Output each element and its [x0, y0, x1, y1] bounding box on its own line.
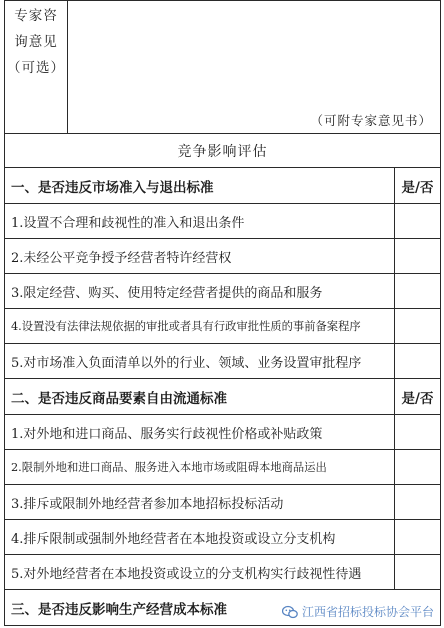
table-row: [5, 344, 441, 379]
criterion-text: 4.设置没有法律法规依据的审批或者具有行政审批性质的事前备案程序: [5, 309, 395, 344]
criterion-text: 2.未经公平竞争授予经营者特许经营权: [5, 239, 395, 274]
criterion-text: 1.设置不合理和歧视性的准入和退出条件: [5, 204, 395, 239]
yes-no-cell[interactable]: [395, 204, 441, 239]
table-row: [5, 309, 441, 344]
criterion-text: 1.对外地和进口商品、服务实行歧视性价格或补贴政策: [5, 415, 395, 450]
form-sheet: [4, 0, 440, 628]
yes-no-label: 是/否: [395, 168, 441, 204]
criterion-text: 4.排斥限制或强制外地经营者在本地投资或设立分支机构: [5, 520, 395, 555]
watermark: [282, 603, 434, 620]
yes-no-cell[interactable]: [395, 239, 441, 274]
yes-no-label: 是/否: [395, 379, 441, 415]
criterion-text: 3.限定经营、购买、使用特定经营者提供的商品和服务: [5, 274, 395, 309]
assessment-table: [4, 0, 441, 626]
expert-opinion-row: [5, 1, 441, 134]
criterion-text: 3.排斥或限制外地经营者参加本地招标投标活动: [5, 485, 395, 520]
table-row: [5, 555, 441, 590]
table-row: [5, 239, 441, 274]
table-row: [5, 520, 441, 555]
section-heading: 二、是否违反商品要素自由流通标准: [5, 379, 395, 415]
yes-no-cell[interactable]: [395, 485, 441, 520]
expert-opinion-note: （可附专家意见书）: [310, 113, 432, 128]
yes-no-cell[interactable]: [395, 415, 441, 450]
criterion-text: 5.对外地经营者在本地投资或设立的分支机构实行歧视性待遇: [5, 555, 395, 590]
section-heading: 一、是否违反市场准入与退出标准: [5, 168, 395, 204]
table-row: [5, 204, 441, 239]
table-row: [5, 415, 441, 450]
section-row: [5, 168, 441, 204]
expert-opinion-field[interactable]: [68, 1, 441, 133]
table-row: [5, 274, 441, 309]
table-title: 竞争影响评估: [5, 134, 441, 168]
title-row: [5, 134, 441, 168]
expert-label-line-1: 专家咨: [14, 8, 58, 24]
yes-no-cell[interactable]: [395, 344, 441, 379]
table-row: [5, 485, 441, 520]
watermark-text: 江西省招标投标协会平台: [301, 605, 434, 619]
criterion-text: 5.对市场准入负面清单以外的行业、领域、业务设置审批程序: [5, 344, 395, 379]
expert-label-line-2: 询意见: [14, 34, 58, 50]
yes-no-cell[interactable]: [395, 450, 441, 485]
section-row: [5, 379, 441, 415]
wechat-icon: [282, 605, 298, 619]
expert-opinion-label: [5, 1, 67, 81]
section-heading: 三、是否违反影响生产经营成本标准: [5, 590, 441, 626]
yes-no-cell[interactable]: [395, 555, 441, 590]
table-row: [5, 450, 441, 485]
criterion-text: 2.限制外地和进口商品、服务进入本地市场或阻碍本地商品运出: [5, 450, 395, 485]
yes-no-cell[interactable]: [395, 309, 441, 344]
expert-label-line-3: （可选）: [7, 60, 65, 76]
yes-no-cell[interactable]: [395, 520, 441, 555]
yes-no-cell[interactable]: [395, 274, 441, 309]
